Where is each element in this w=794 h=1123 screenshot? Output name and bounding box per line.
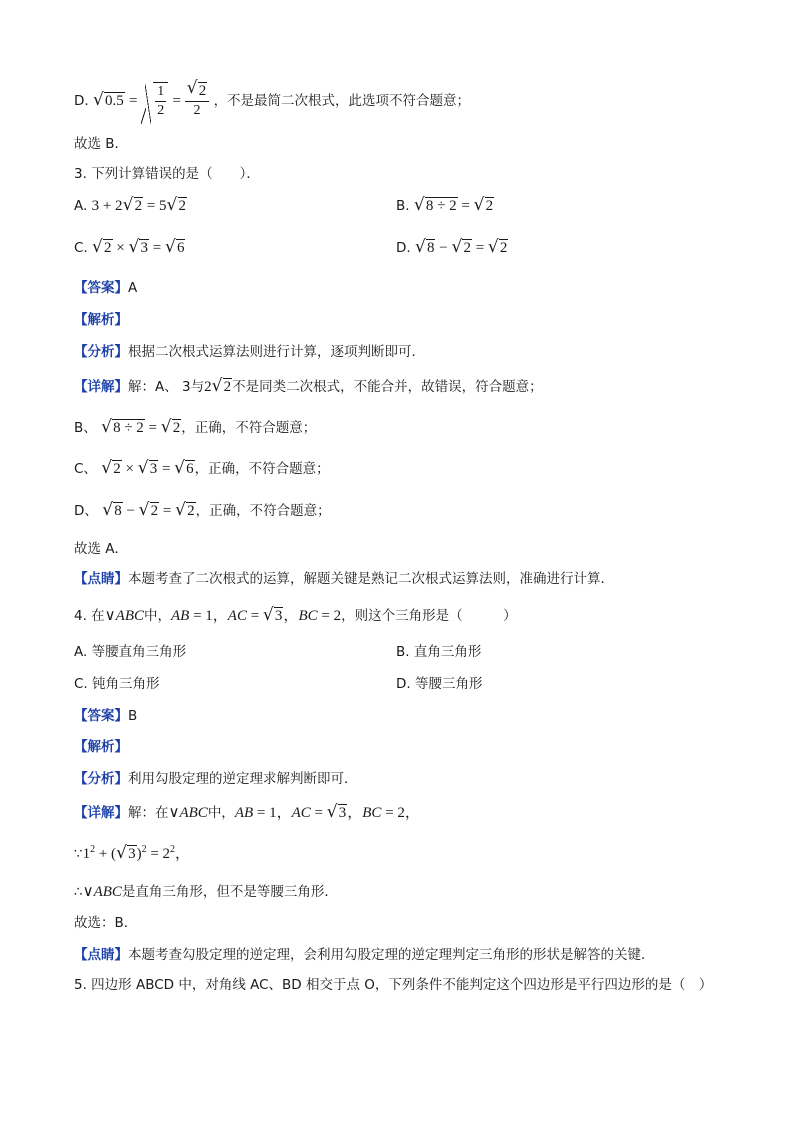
- q3-xiangjie-a: 【详解】解：A、 3与2√ 2不是同类二次根式，不能合并，故错误，符合题意；: [74, 375, 543, 396]
- because-symbol: ∵: [74, 846, 83, 862]
- q3-xiangjie-b: B、 √ 8 ÷ 2 = √ 2，正确，不符合题意；: [74, 416, 316, 437]
- dianjing-tag: 【点睛】: [74, 947, 128, 963]
- xiangjie-tag: 【详解】: [74, 805, 128, 821]
- item-text: ，正确，不符合题意；: [194, 461, 330, 477]
- option-label: D.: [74, 93, 93, 109]
- q3-dianjing: [74, 567, 614, 587]
- q4-xiangjie: 【详解】解：在∨ABC中，AB = 1，AC = √ 3，BC = 2，: [74, 801, 420, 822]
- q3-xiangjie-d: D、 √ 8 − √ 2 = √ 2，正确，不符合题意；: [74, 499, 331, 520]
- q4-answer: [74, 704, 137, 724]
- q3-fenxi: [74, 340, 425, 360]
- sqrt2-over-2: √ $\frac{2}{2}$: [185, 82, 210, 120]
- q3-option-b: B. √ 8 ÷ 2 = √ 2: [396, 198, 494, 215]
- q4-option-a: A. 等腰直角三角形: [74, 644, 187, 660]
- q3-stem: 3. 下列计算错误的是（ ）．: [74, 166, 260, 182]
- prev-option-d: [74, 82, 470, 120]
- option-label: A.: [74, 198, 92, 214]
- xiangjie-text: 解：A、 3与: [128, 379, 205, 395]
- q3-xiangjie-c: C、 √ 2 × √ 3 = √ 6，正确，不符合题意；: [74, 457, 330, 478]
- jiexi-tag: 【解析】: [74, 739, 128, 755]
- q4-dianjing: [74, 943, 655, 963]
- q4-therefore: ∴∨ABC是直角三角形，但不是等腰三角形．: [74, 884, 338, 900]
- q4-jiexi: [74, 735, 128, 755]
- fenxi-tag: 【分析】: [74, 771, 128, 787]
- q3-option-d: D. √ 8 − √ 2 = √ 2: [396, 240, 508, 257]
- q4-because: $\because 1^2$ + (√ $3)^2 = 2^2$，: [74, 842, 190, 863]
- dianjing-text: 本题考查勾股定理的逆定理，会利用勾股定理的逆定理判定三角形的形状是解答的关键．: [128, 947, 655, 963]
- stem-text: ，则这个三角形是（ ）: [341, 608, 517, 624]
- q3-answer: [74, 276, 137, 296]
- answer-value: A: [128, 280, 138, 296]
- jiexi-tag: 【解析】: [74, 312, 128, 328]
- dianjing-text: 本题考查了二次根式的运算，解题关键是熟记二次根式运算法则，准确进行计算．: [128, 571, 614, 587]
- xiangjie-text: 不是同类二次根式，不能合并，故错误，符合题意；: [232, 379, 543, 395]
- eq: =: [172, 93, 185, 109]
- xiangjie-text: 中，: [207, 805, 235, 821]
- xiangjie-text: 解：在: [128, 805, 169, 821]
- q5-stem: 5. 四边形 ABCD 中，对角线 AC、BD 相交于点 O，下列条件不能判定这个四边形是平行四边形的是（ ）: [74, 977, 713, 993]
- q4-choose: 故选：B．: [74, 915, 138, 931]
- choose-a: 故选 A．: [74, 541, 129, 557]
- option-text: ，不是最简二次根式，此选项不符合题意；: [213, 93, 471, 109]
- q4-option-d: D. 等腰三角形: [396, 676, 483, 692]
- item-text: ，正确，不符合题意；: [195, 503, 331, 519]
- option-label: D.: [396, 240, 415, 256]
- fenxi-tag: 【分析】: [74, 344, 128, 360]
- conclusion-text: 是直角三角形，但不是等腰三角形．: [121, 884, 338, 900]
- q3-jiexi: [74, 308, 128, 328]
- answer-tag: 【答案】: [74, 280, 128, 296]
- fenxi-text: 根据二次根式运算法则进行计算，逐项判断即可．: [128, 344, 425, 360]
- item-label: C、: [74, 461, 97, 477]
- q4-option-b: B. 直角三角形: [396, 644, 482, 660]
- answer-tag: 【答案】: [74, 708, 128, 724]
- q4-option-c: C. 钝角三角形: [74, 676, 160, 692]
- answer-value: B: [128, 708, 138, 724]
- xiangjie-tag: 【详解】: [74, 379, 128, 395]
- stem-text: 4. 在: [74, 608, 105, 624]
- stem-text: 中，: [143, 608, 171, 624]
- fenxi-text: 利用勾股定理的逆定理求解判断即可．: [128, 771, 358, 787]
- item-label: B、: [74, 420, 102, 436]
- q4-fenxi: [74, 767, 358, 787]
- q3-option-c: C. √ 2 × √ 3 = √ 6: [74, 240, 185, 257]
- eq: =: [129, 93, 142, 109]
- choose-b: 故选 B．: [74, 136, 129, 152]
- q4-stem: 4. 在∨ABC中，AB = 1，AC = √ 3，BC = 2，则这个三角形是（ ）: [74, 604, 517, 625]
- q3-option-a: A. 3 + 2√ 2 = 5√ 2: [74, 198, 187, 215]
- sqrt-half: $\frac{1}{2}$: [141, 82, 168, 120]
- item-label: D、: [74, 503, 98, 519]
- therefore-symbol: ∴: [74, 884, 83, 900]
- option-label: B.: [396, 198, 414, 214]
- option-label: C.: [74, 240, 93, 256]
- item-text: ，正确，不符合题意；: [181, 420, 317, 436]
- sqrt-0-5: √ 0.5: [94, 93, 125, 110]
- dianjing-tag: 【点睛】: [74, 571, 128, 587]
